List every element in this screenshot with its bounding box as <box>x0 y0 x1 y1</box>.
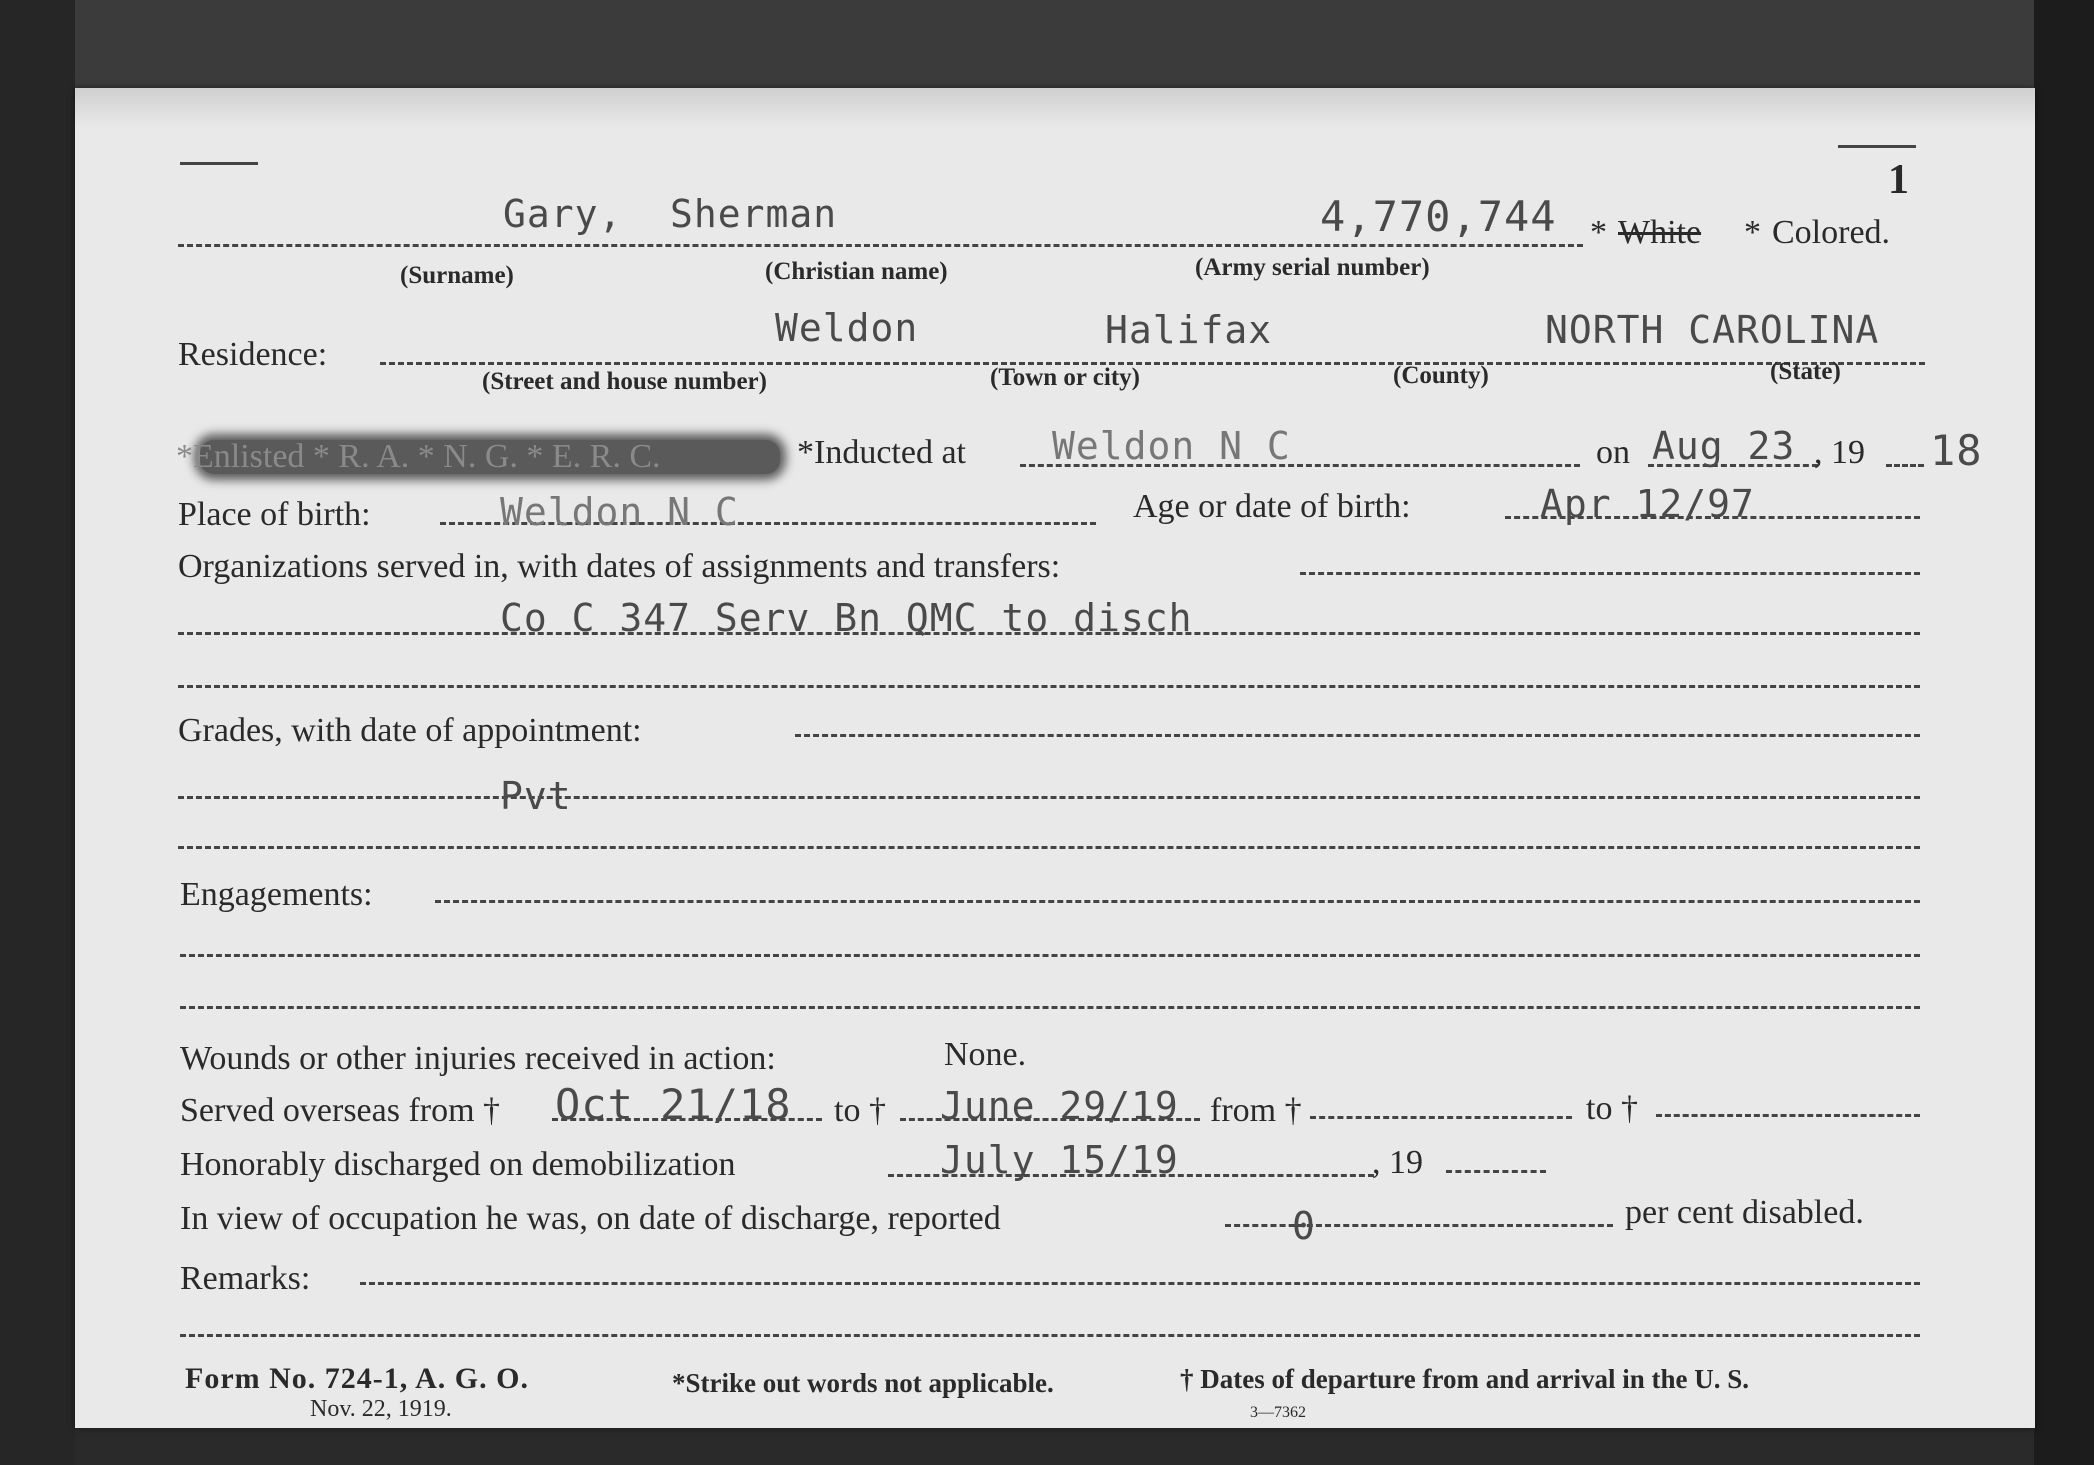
caption-serial: (Army serial number) <box>1195 254 1430 281</box>
overseas-to-label: to † <box>834 1092 886 1129</box>
organizations-line-1 <box>1300 572 1920 575</box>
caption-christian-name: (Christian name) <box>765 258 948 285</box>
grade-value: Pvt <box>500 774 572 818</box>
background-top <box>0 0 2094 95</box>
overseas-to2-label: to † <box>1586 1090 1638 1127</box>
overseas-from-value: Oct 21/18 <box>555 1080 792 1129</box>
wounds-value: None. <box>944 1036 1027 1073</box>
occupation-label: In view of occupation he was, on date of discharge, reported <box>180 1200 1001 1237</box>
christian-name-value: Sherman <box>670 192 838 236</box>
age-label: Age or date of birth: <box>1133 488 1411 525</box>
year-prefix: , 19 <box>1814 434 1865 471</box>
place-of-birth-value: Weldon N C <box>500 490 739 534</box>
print-code: 3—7362 <box>1250 1404 1306 1421</box>
grades-label: Grades, with date of appointment: <box>178 712 642 749</box>
disability-line <box>1225 1224 1613 1227</box>
card-shade <box>75 88 2035 128</box>
discharge-date-value: July 15/19 <box>940 1138 1179 1182</box>
wounds-label: Wounds or other injuries received in action: <box>180 1040 776 1077</box>
overseas-from2-label: from † <box>1210 1092 1302 1129</box>
caption-surname: (Surname) <box>400 262 514 289</box>
disabled-label: per cent disabled. <box>1625 1194 1864 1231</box>
race-white: White <box>1618 214 1702 251</box>
discharged-label: Honorably discharged on demobilization <box>180 1146 736 1183</box>
overseas-from2-line <box>1310 1116 1572 1119</box>
engagements-line-2 <box>180 954 1920 957</box>
remarks-line-2 <box>180 1334 1920 1337</box>
discharge-year-line <box>1446 1170 1546 1173</box>
organization-value: Co C 347 Serv Bn QMC to disch <box>500 596 1193 640</box>
race-colored: Colored. <box>1772 214 1891 251</box>
inducted-on-value: Aug 23 <box>1652 424 1796 468</box>
engagements-line-1 <box>435 900 1920 903</box>
disability-value: 0 <box>1292 1204 1316 1248</box>
form-number: Form No. 724-1, A. G. O. <box>185 1362 529 1395</box>
county-value: Halifax <box>1105 308 1273 352</box>
card-number: 1 <box>1888 157 1909 203</box>
organizations-line-3 <box>178 685 1920 688</box>
residence-label: Residence: <box>178 336 328 373</box>
remarks-line-1 <box>360 1282 1920 1285</box>
engagements-line-3 <box>180 1006 1920 1009</box>
caption-town: (Town or city) <box>990 364 1140 391</box>
age-value: Apr 12/97 <box>1540 482 1755 526</box>
caption-street: (Street and house number) <box>482 368 767 395</box>
overseas-from-label: Served overseas from † <box>180 1092 501 1129</box>
top-right-rule <box>1838 145 1916 148</box>
dagger-note: † Dates of departure from and arrival in the U. S. <box>1180 1364 1749 1394</box>
remarks-label: Remarks: <box>180 1260 311 1297</box>
name-line <box>178 244 1583 247</box>
organizations-label: Organizations served in, with dates of assignments and transfers: <box>178 548 1061 585</box>
inducted-label: *Inducted at <box>797 434 966 471</box>
discharge-year-label: , 19 <box>1372 1144 1423 1181</box>
serial-number-value: 4,770,744 <box>1320 192 1557 241</box>
caption-county: (County) <box>1393 362 1489 389</box>
top-left-rule <box>180 162 258 165</box>
race-marker-white: * <box>1590 214 1607 251</box>
background-left <box>0 0 75 1465</box>
form-date: Nov. 22, 1919. <box>310 1396 452 1422</box>
on-label: on <box>1596 434 1630 471</box>
caption-state: (State) <box>1770 358 1841 385</box>
strike-note: *Strike out words not applicable. <box>672 1368 1054 1398</box>
place-of-birth-label: Place of birth: <box>178 496 371 533</box>
inducted-year-line <box>1886 464 1924 467</box>
grades-line-2 <box>178 796 1920 799</box>
overseas-to2-line <box>1656 1114 1920 1117</box>
inducted-at-value: Weldon N C <box>1052 424 1291 468</box>
grades-line-1 <box>795 734 1920 737</box>
overseas-to-value: June 29/19 <box>940 1084 1179 1128</box>
background-right <box>2034 0 2094 1465</box>
surname-value: Gary, <box>503 192 623 236</box>
enlisted-options: *Enlisted * R. A. * N. G. * E. R. C. <box>176 438 661 475</box>
town-value: Weldon <box>775 306 919 350</box>
residence-line <box>380 362 1925 365</box>
engagements-label: Engagements: <box>180 876 373 913</box>
inducted-year-value: 18 <box>1930 426 1983 475</box>
state-value: NORTH CAROLINA <box>1545 308 1880 352</box>
race-marker-colored: * <box>1744 214 1761 251</box>
grades-line-3 <box>178 846 1920 849</box>
